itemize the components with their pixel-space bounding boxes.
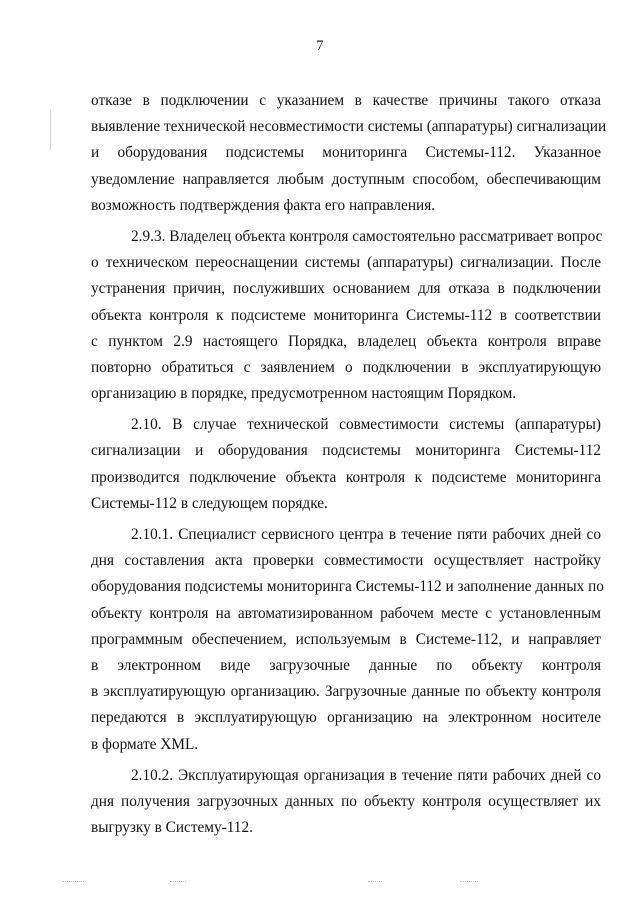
text-line: о техническом переоснащении системы (аппаратуры) сигнализации. После xyxy=(91,254,601,272)
text-line: выявление технической несовместимости системы (аппаратуры) сигнализации xyxy=(91,118,607,136)
text-line: объекту контроля на автоматизированном рабочем месте с установленным xyxy=(91,604,601,622)
paragraph-2-10-1 xyxy=(91,522,604,758)
text-line: повторно обратиться с заявлением о подключении в эксплуатирующую xyxy=(91,358,601,376)
text-line: отказе в подключении с указанием в качестве причины такого отказа xyxy=(91,92,601,109)
text-line: производится подключение объекта контроля к подсистеме мониторинга xyxy=(91,468,601,486)
text-line: 2.10. В случае технической совместимости системы (аппаратуры) xyxy=(131,416,601,434)
text-line: 2.10.1. Специалист сервисного центра в течение пяти рабочих дней со xyxy=(131,526,601,543)
scan-artifact-dots xyxy=(0,881,640,891)
text-line: организацию в порядке, предусмотренном настоящим Порядком. xyxy=(91,385,517,403)
text-line: возможность подтверждения факта его направления. xyxy=(91,196,436,214)
text-line: в формате XML. xyxy=(91,735,199,753)
text-line: 2.9.3. Владелец объекта контроля самостоятельно рассматривает вопрос xyxy=(131,227,603,245)
paragraph-2-10 xyxy=(91,412,601,517)
text-line: с пунктом 2.9 настоящего Порядка, владелец объекта контроля вправе xyxy=(91,332,601,350)
text-line: объекта контроля к подсистеме мониторинга Системы-112 в соответствии xyxy=(91,306,601,324)
text-line: в эксплуатирующую организацию. Загрузочные данные по объекту контроля xyxy=(91,683,601,701)
paragraph-refusal-continuation xyxy=(91,88,607,219)
text-line: передаются в эксплуатирующую организацию на электронном носителе xyxy=(91,709,601,727)
text-line: 2.10.2. Эксплуатирующая организация в течение пяти рабочих дней со xyxy=(131,766,601,784)
text-line: в электронном виде загрузочные данные по объекту контроля xyxy=(91,656,601,674)
page-number: 7 xyxy=(316,38,324,54)
text-line: дня получения загрузочных данных по объекту контроля осуществляет их xyxy=(91,792,601,810)
document-body xyxy=(91,88,607,846)
text-line: дня составления акта проверки совместимости осуществляет настройку xyxy=(91,552,601,570)
text-line: программным обеспечением, используемым в Системе-112, и направляет xyxy=(91,630,601,648)
paragraph-2-10-2 xyxy=(91,763,601,842)
text-line: выгрузку в Систему-112. xyxy=(91,819,253,837)
text-line: оборудования подсистемы мониторинга Системы-112 и заполнение данных по xyxy=(91,578,604,596)
text-line: Системы-112 в следующем порядке. xyxy=(91,494,328,512)
text-line: уведомление направляется любым доступным способом, обеспечивающим xyxy=(91,170,601,188)
paragraph-2-9-3 xyxy=(91,224,601,407)
text-line: устранения причин, послуживших основанием для отказа в подключении xyxy=(91,280,601,298)
text-line: сигнализации и оборудования подсистемы мониторинга Системы-112 xyxy=(91,442,601,460)
text-line: и оборудования подсистемы мониторинга Системы-112. Указанное xyxy=(91,144,601,162)
scan-edge-mark xyxy=(50,110,51,150)
